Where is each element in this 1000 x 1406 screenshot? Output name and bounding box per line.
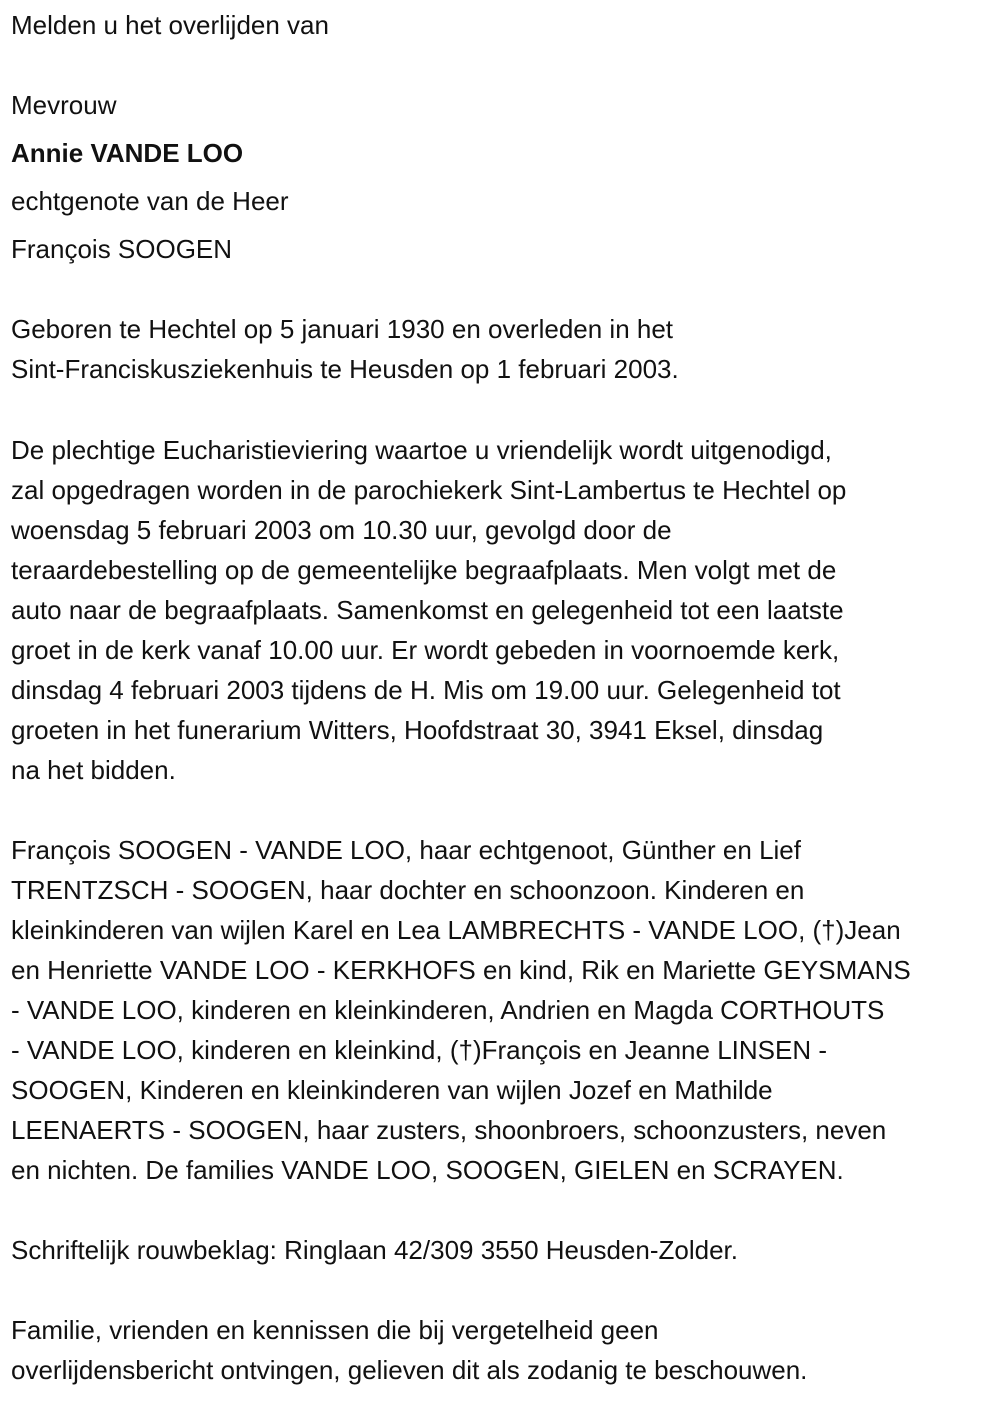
text-line: zal opgedragen worden in de parochiekerk Sint-Lambertus te Hechtel op	[11, 475, 847, 505]
text-line: - VANDE LOO, kinderen en kleinkind, (†)François en Jeanne LINSEN -	[11, 1035, 827, 1065]
relation: echtgenote van de Heer	[11, 186, 289, 216]
text-line: auto naar de begraafplaats. Samenkomst en gelegenheid tot een laatste	[11, 595, 844, 625]
text-line: SOOGEN, Kinderen en kleinkinderen van wijlen Jozef en Mathilde	[11, 1075, 773, 1105]
text-line: dinsdag 4 februari 2003 tijdens de H. Mis om 19.00 uur. Gelegenheid tot	[11, 675, 841, 705]
text-line: overlijdensbericht ontvingen, gelieven dit als zodanig te beschouwen.	[11, 1355, 808, 1385]
text-line: LEENAERTS - SOOGEN, haar zusters, shoonbroers, schoonzusters, neven	[11, 1115, 887, 1145]
text-line: en Henriette VANDE LOO - KERKHOFS en kind, Rik en Mariette GEYSMANS	[11, 955, 911, 985]
deceased-name: Annie VANDE LOO	[11, 138, 244, 168]
deceased-header	[11, 81, 289, 273]
text-line: François SOOGEN - VANDE LOO, haar echtgenoot, Günther en Lief	[11, 835, 801, 865]
text-line: groet in de kerk vanaf 10.00 uur. Er wordt gebeden in voornoemde kerk,	[11, 635, 840, 665]
closing-paragraph	[11, 1310, 807, 1390]
text-line: en nichten. De families VANDE LOO, SOOGEN, GIELEN en SCRAYEN.	[11, 1155, 844, 1185]
text-line: groeten in het funerarium Witters, Hoofdstraat 30, 3941 Eksel, dinsdag	[11, 715, 824, 745]
text-line: TRENTZSCH - SOOGEN, haar dochter en schoonzoon. Kinderen en	[11, 875, 805, 905]
ceremony-paragraph	[11, 430, 846, 790]
text-line: Sint-Franciskusziekenhuis te Heusden op 1 februari 2003.	[11, 354, 679, 384]
condolence-address: Schriftelijk rouwbeklag: Ringlaan 42/309 3550 Heusden-Zolder.	[11, 1235, 738, 1265]
title: Mevrouw	[11, 90, 117, 120]
intro-text: Melden u het overlijden van	[11, 10, 329, 40]
text-line: woensdag 5 februari 2003 om 10.30 uur, gevolgd door de	[11, 515, 672, 545]
birth-death-paragraph	[11, 309, 679, 389]
text-line: na het bidden.	[11, 755, 176, 785]
text-line: Familie, vrienden en kennissen die bij vergetelheid geen	[11, 1315, 659, 1345]
spouse-name: François SOOGEN	[11, 234, 233, 264]
text-line: Geboren te Hechtel op 5 januari 1930 en overleden in het	[11, 314, 674, 344]
text-line: - VANDE LOO, kinderen en kleinkinderen, Andrien en Magda CORTHOUTS	[11, 995, 885, 1025]
text-line: kleinkinderen van wijlen Karel en Lea LAMBRECHTS - VANDE LOO, (†)Jean	[11, 915, 901, 945]
text-line: De plechtige Eucharistieviering waartoe u vriendelijk wordt uitgenodigd,	[11, 435, 832, 465]
family-paragraph	[11, 830, 911, 1190]
text-line: teraardebestelling op de gemeentelijke begraafplaats. Men volgt met de	[11, 555, 837, 585]
